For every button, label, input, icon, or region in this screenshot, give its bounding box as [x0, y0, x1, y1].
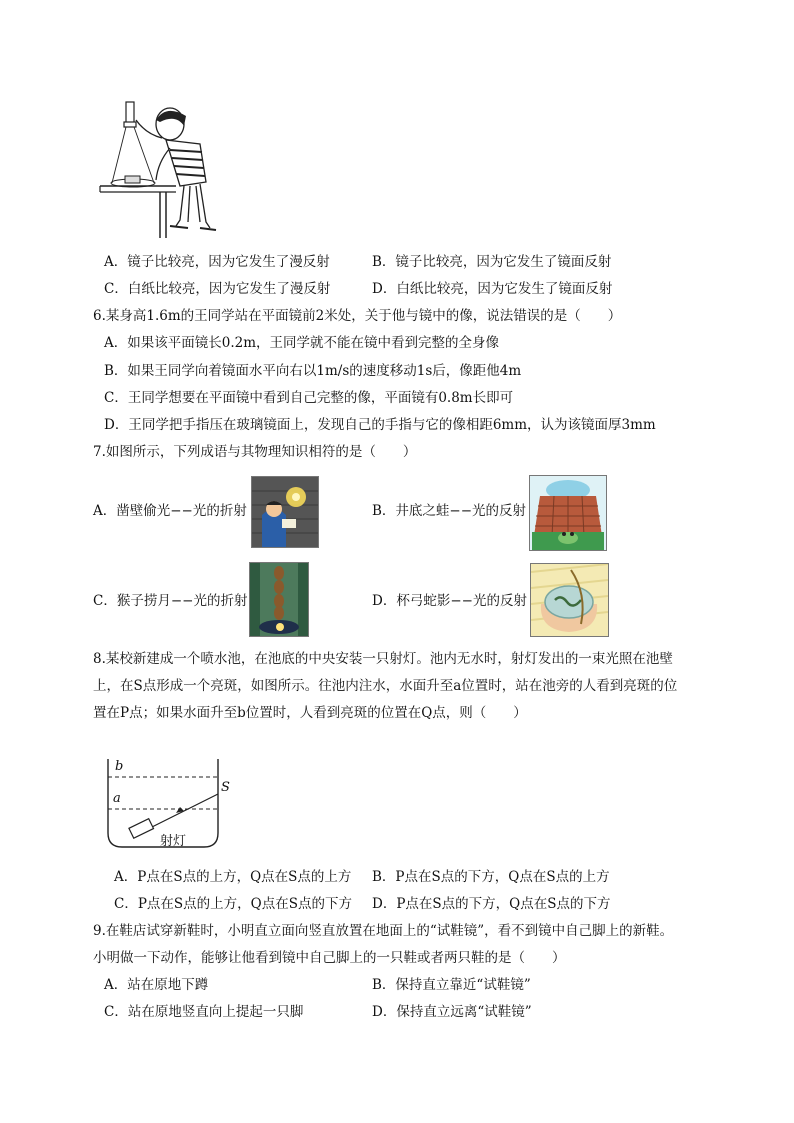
q8-stem-line-1: 8.某校新建成一个喷水池，在池底的中央安装一只射灯。池内无水时，射灯发出的一束光照在池壁 [93, 651, 673, 667]
q8-pool-figure [100, 755, 240, 855]
q9-option-c: C．站在原地竖直向上提起一只脚 [104, 1004, 304, 1020]
q6-option-b: B．如果王同学向着镜面水平向右以1m/s的速度移动1s后，像距他4m [104, 363, 522, 379]
lamp-label: 射灯 [160, 834, 187, 849]
q8-option-a: A．P点在S点的上方，Q点在S点的上方 [114, 869, 352, 885]
q7-image-a [251, 476, 319, 548]
q9-option-a: A．站在原地下蹲 [104, 977, 209, 993]
q8-stem-line-2: 上，在S点形成一个亮斑，如图所示。往池内注水，水面升至a位置时，站在池旁的人看到亮斑的位 [93, 678, 678, 694]
q6-option-c: C．王同学想要在平面镜中看到自己完整的像，平面镜有0.8m长即可 [104, 390, 514, 406]
q9-option-d: D．保持直立远离“试鞋镜” [372, 1004, 532, 1020]
q7-image-d [530, 563, 609, 637]
q9-stem-line-2: 小明做一下动作，能够让他看到镜中自己脚上的一只鞋或者两只鞋的是（ ） [93, 950, 566, 966]
q5-option-a: A．镜子比较亮，因为它发生了漫反射 [104, 254, 330, 270]
q7-option-c: C．猴子捞月−−光的折射 [93, 593, 248, 609]
point-s-label: S [221, 780, 230, 795]
q5-option-c: C．白纸比较亮，因为它发生了漫反射 [104, 281, 331, 297]
q5-flashlight-figure [96, 98, 218, 240]
q5-option-d: D．白纸比较亮，因为它发生了镜面反射 [372, 281, 613, 297]
q6-stem: 6.某身高1.6m的王同学站在平面镜前2米处，关于他与镜中的像，说法错误的是（ ） [93, 308, 622, 324]
monkeys-moon-illustration [250, 563, 308, 636]
candle-wall-illustration [252, 477, 318, 547]
water-level-a-label: a [113, 791, 121, 806]
q6-option-d: D．王同学把手指压在玻璃镜面上，发现自己的手指与它的像相距6mm，认为该镜面厚3mm [104, 417, 656, 433]
cup-bow-snake-illustration [531, 564, 608, 636]
q7-option-a: A．凿壁偷光−−光的折射 [93, 503, 247, 519]
q7-option-d: D．杯弓蛇影−−光的反射 [372, 593, 527, 609]
q8-option-d: D．P点在S点的下方，Q点在S点的下方 [372, 896, 611, 912]
q5-option-b: B．镜子比较亮，因为它发生了镜面反射 [372, 254, 612, 270]
q8-option-b: B．P点在S点的下方，Q点在S点的上方 [372, 869, 610, 885]
q7-option-b: B．井底之蛙−−光的反射 [372, 503, 527, 519]
q8-stem-line-3: 置在P点；如果水面升至b位置时，人看到亮斑的位置在Q点，则（ ） [93, 705, 527, 721]
q9-option-b: B．保持直立靠近“试鞋镜” [372, 977, 531, 993]
q7-stem: 7.如图所示，下列成语与其物理知识相符的是（ ） [93, 444, 417, 460]
q7-image-b [529, 475, 607, 551]
q9-stem-line-1: 9.在鞋店试穿新鞋时，小明直立面向竖直放置在地面上的“试鞋镜”，看不到镜中自己脚上的新鞋。 [93, 923, 674, 939]
q8-option-c: C．P点在S点的上方，Q点在S点的下方 [114, 896, 352, 912]
water-level-b-label: b [115, 759, 124, 774]
frog-in-well-illustration [530, 476, 606, 550]
q6-option-a: A．如果该平面镜长0.2m，王同学就不能在镜中看到完整的全身像 [104, 335, 500, 351]
q7-image-c [249, 562, 309, 637]
